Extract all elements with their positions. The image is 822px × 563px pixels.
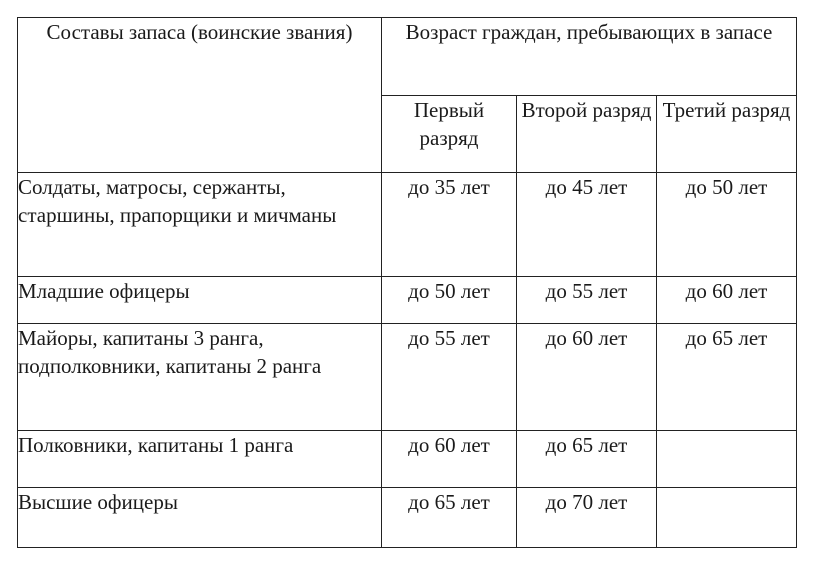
- header-rank-third: Третий разряд: [657, 96, 797, 173]
- value-cell: до 50 лет: [382, 277, 517, 324]
- value-cell: до 60 лет: [657, 277, 797, 324]
- table-row: [18, 488, 797, 548]
- composition-cell: Младшие офицеры: [18, 277, 382, 324]
- empty-value-cell: [657, 431, 797, 488]
- value-cell: до 55 лет: [382, 324, 517, 431]
- header-composition: Составы запаса (воинские звания): [18, 18, 382, 173]
- composition-cell: Высшие офицеры: [18, 488, 382, 548]
- value-cell: до 60 лет: [517, 324, 657, 431]
- table-row: [18, 277, 797, 324]
- value-cell: до 65 лет: [657, 324, 797, 431]
- header-row-top: [18, 18, 797, 96]
- reserve-age-table: [17, 17, 797, 548]
- value-cell: до 65 лет: [382, 488, 517, 548]
- table-row: [18, 324, 797, 431]
- composition-cell: Солдаты, матросы, сержанты, старшины, прапорщики и мичманы: [18, 173, 382, 277]
- value-cell: до 35 лет: [382, 173, 517, 277]
- header-rank-first: Первый разряд: [382, 96, 517, 173]
- value-cell: до 65 лет: [517, 431, 657, 488]
- value-cell: до 45 лет: [517, 173, 657, 277]
- composition-cell: Майоры, капитаны 3 ранга, подполковники, капитаны 2 ранга: [18, 324, 382, 431]
- header-age: Возраст граждан, пребывающих в запасе: [382, 18, 797, 96]
- value-cell: до 55 лет: [517, 277, 657, 324]
- value-cell: до 60 лет: [382, 431, 517, 488]
- table-row: [18, 173, 797, 277]
- value-cell: до 50 лет: [657, 173, 797, 277]
- header-rank-second: Второй разряд: [517, 96, 657, 173]
- empty-value-cell: [657, 488, 797, 548]
- value-cell: до 70 лет: [517, 488, 657, 548]
- table-row: [18, 431, 797, 488]
- composition-cell: Полковники, капитаны 1 ранга: [18, 431, 382, 488]
